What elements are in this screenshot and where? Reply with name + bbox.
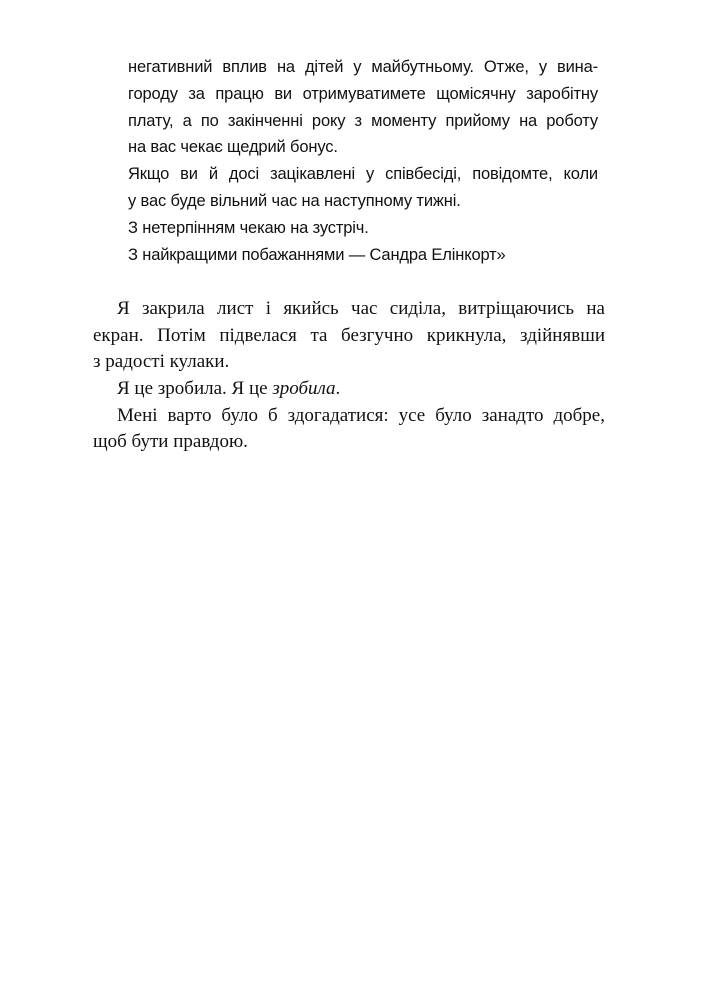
paragraph-line bbox=[93, 376, 605, 403]
paragraph-line: щоб бути правдою. bbox=[93, 431, 248, 453]
paragraph-line: Мені варто було б здогадатися: усе було занадто добре, bbox=[117, 404, 605, 426]
paragraph-line: з радості кулаки. bbox=[93, 351, 230, 373]
letter-line: городу за працю ви отримуватимете щомісячну заробітну bbox=[128, 84, 598, 103]
letter-line: плату, а по закінченні року з моменту прийому на роботу bbox=[128, 111, 598, 130]
quoted-letter bbox=[128, 54, 598, 268]
paragraph-punctuation: . bbox=[335, 378, 341, 400]
paragraph-line: екран. Потім підвелася та безгучно крикнула, здійнявши bbox=[93, 324, 605, 346]
narrative-text bbox=[93, 296, 605, 456]
paragraph-text: Я це зробила. Я це bbox=[117, 378, 273, 400]
emphasized-word: зробила bbox=[272, 378, 336, 400]
letter-line: у вас буде вільний час на наступному тижні. bbox=[128, 191, 461, 210]
letter-line: Якщо ви й досі зацікавлені у співбесіді, повідомте, коли bbox=[128, 165, 598, 184]
letter-line: негативний вплив на дітей у майбутньому. Отже, у вина- bbox=[128, 58, 598, 76]
letter-signature: З найкращими побажаннями — Сандра Елінкорт» bbox=[128, 245, 506, 264]
letter-line: З нетерпінням чекаю на зустріч. bbox=[128, 218, 369, 237]
letter-line: на вас чекає щедрий бонус. bbox=[128, 138, 338, 157]
paragraph-line: Я закрила лист і якийсь час сиділа, витріщаючись на bbox=[117, 298, 605, 319]
